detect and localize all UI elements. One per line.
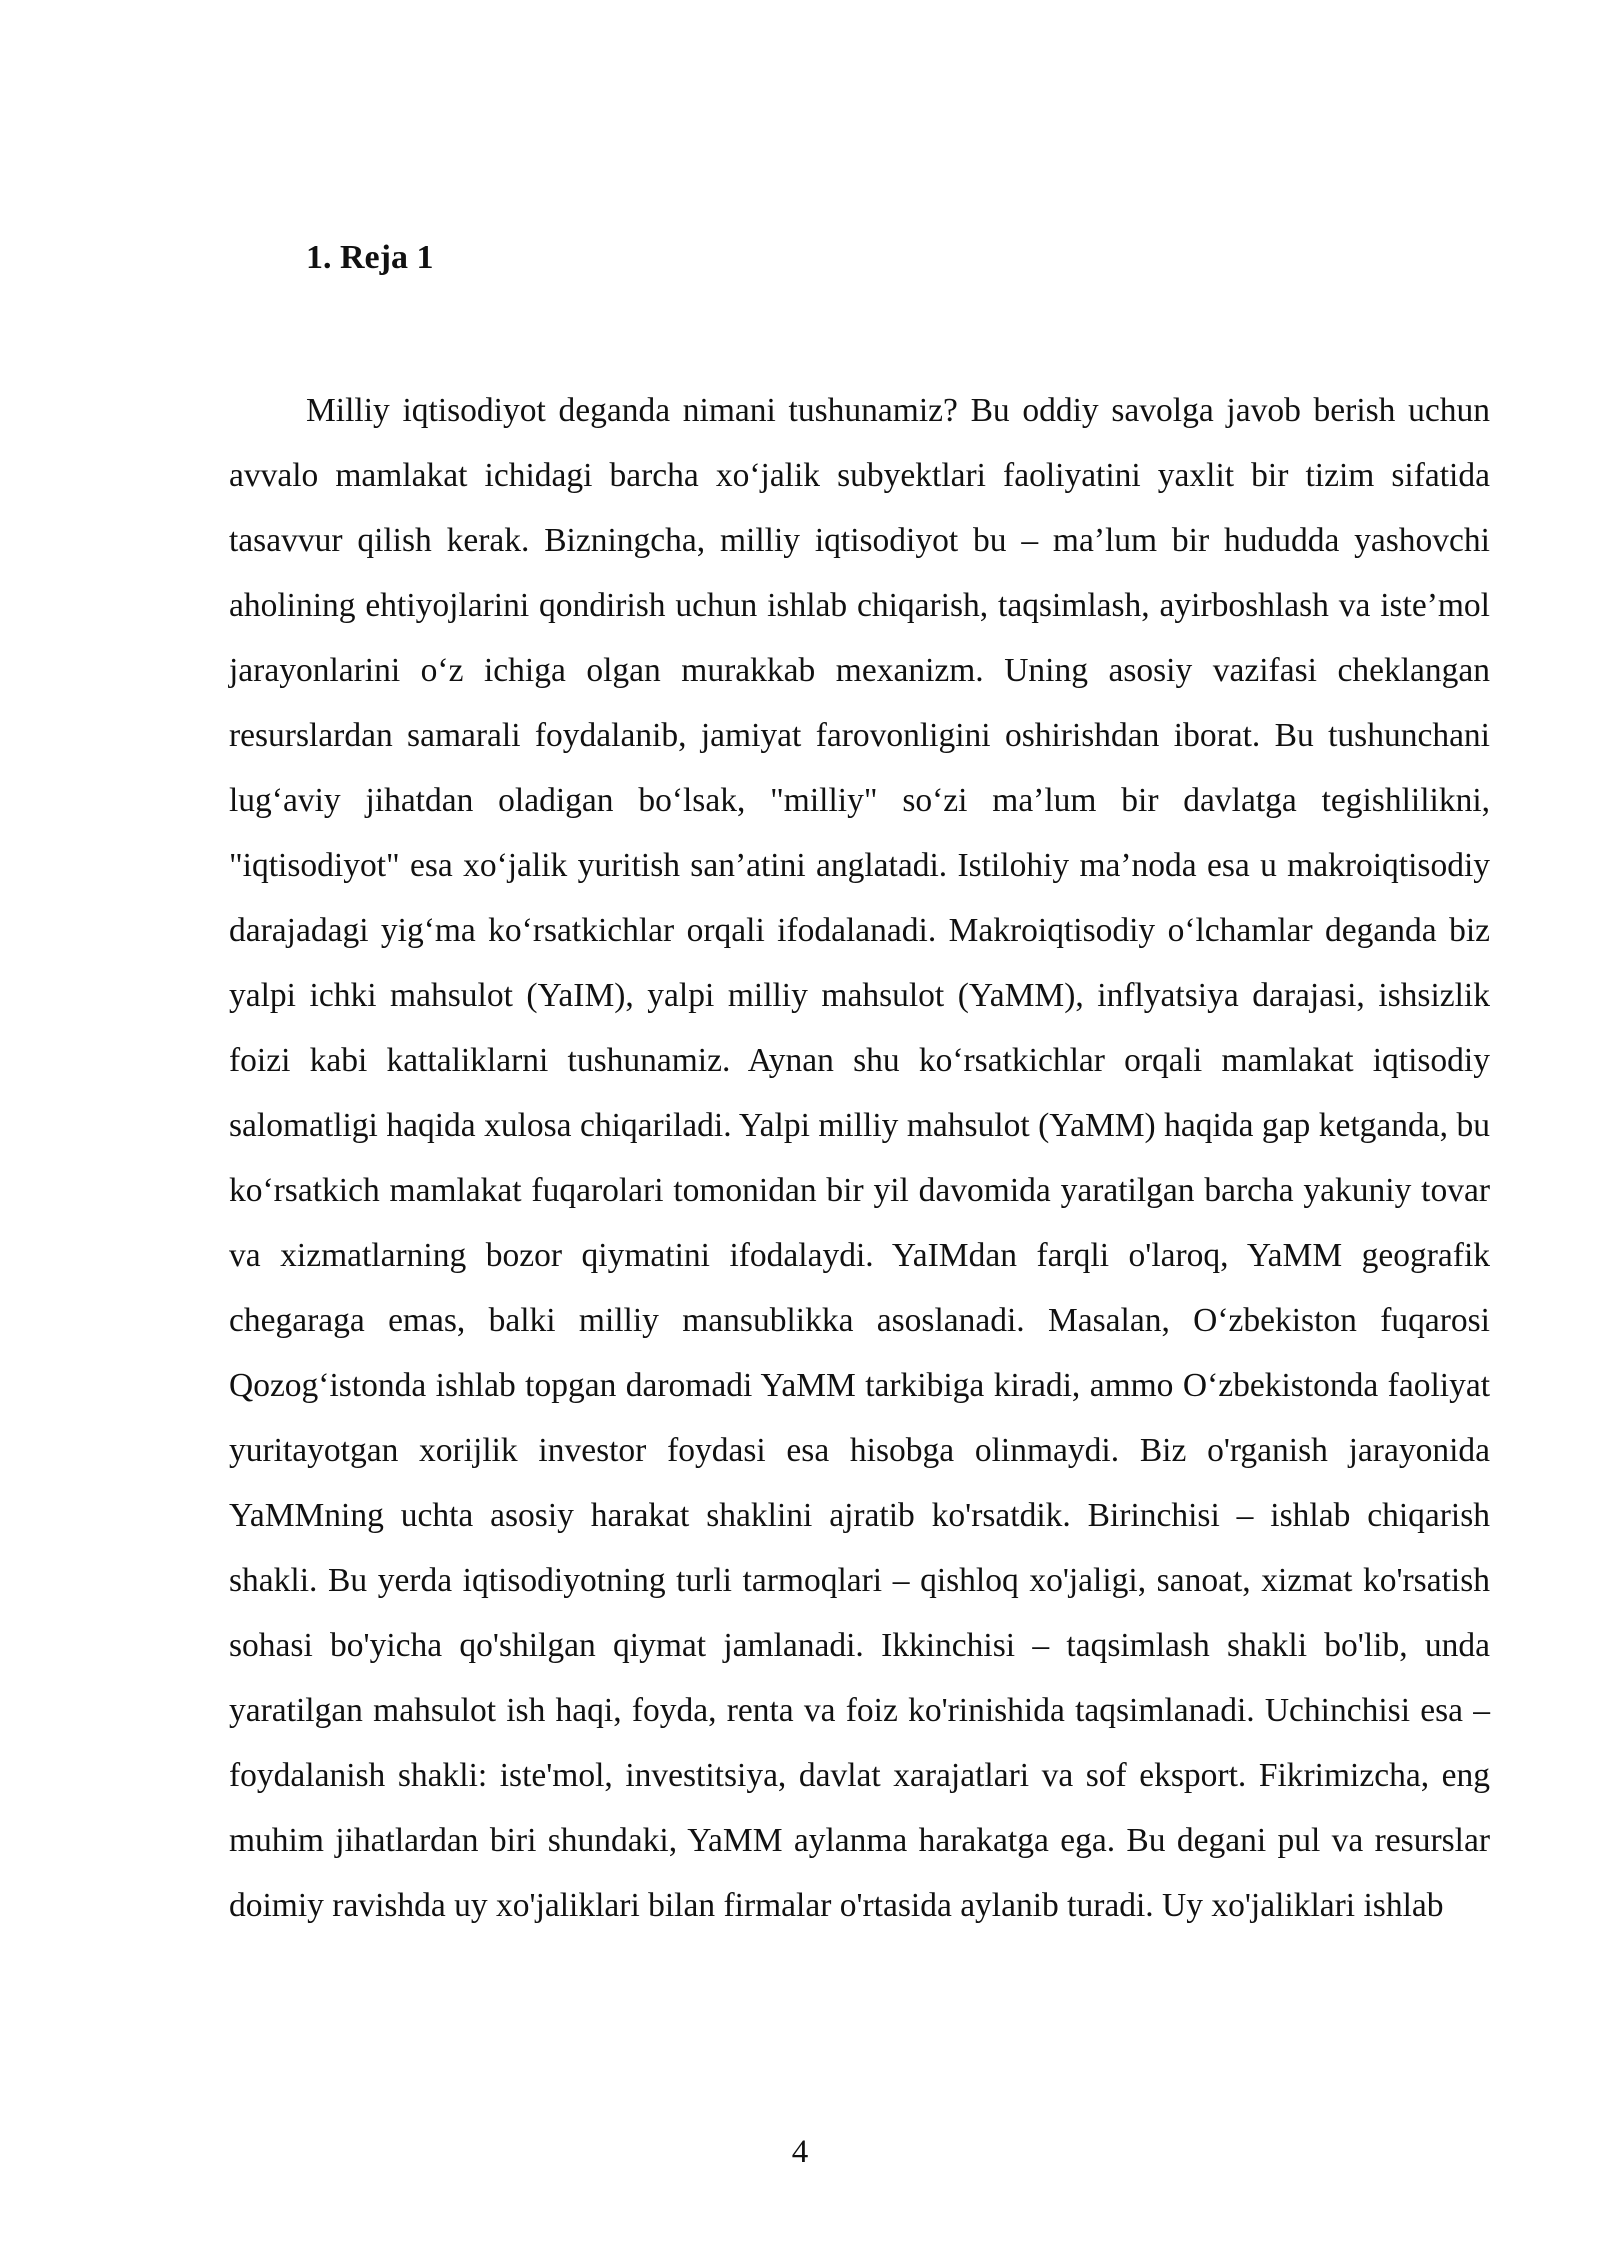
section-heading: 1. Reja 1 (306, 239, 434, 276)
page-number: 4 (791, 2134, 809, 2170)
body-paragraph: Milliy iqtisodiyot deganda nimani tushunamiz? Bu oddiy savolga javob berish uchun avvalo mamlakat ichidagi barcha xo‘jalik subyektlari faoliyatini yaxlit bir tizim sifatida tasavvur qilish kerak. Bizningcha, milliy iqtisodiyot bu – ma’lum bir hududda yashovchi aholining ehtiyojlarini qondirish uchun ishlab chiqarish, taqsimlash, ayirboshlash va iste’mol jarayonlarini o‘z ichiga olgan murakkab mexanizm. Uning asosiy vazifasi cheklangan resurslardan samarali foydalanib, jamiyat farovonligini oshirishdan iborat. Bu tushunchani lug‘aviy jihatdan oladigan bo‘lsak, "milliy" so‘zi ma’lum bir davlatga tegishlilikni, "iqtisodiyot" esa xo‘jalik yuritish san’atini anglatadi. Istilohiy ma’noda esa u makroiqtisodiy darajadagi yig‘ma ko‘rsatkichlar orqali ifodalanadi. Makroiqtisodiy o‘lchamlar deganda biz yalpi ichki mahsulot (YaIM), yalpi milliy mahsulot (YaMM), inflyatsiya darajasi, ishsizlik foizi kabi kattaliklarni tushunamiz. Aynan shu ko‘rsatkichlar orqali mamlakat iqtisodiy salomatligi haqida xulosa chiqariladi. Yalpi milliy mahsulot (YaMM) haqida gap ketganda, bu ko‘rsatkich mamlakat fuqarolari tomonidan bir yil davomida yaratilgan barcha yakuniy tovar va xizmatlarning bozor qiymatini ifodalaydi. YaIMdan farqli o'laroq, YaMM geografik chegaraga emas, balki milliy mansublikka asoslanadi. Masalan, O‘zbekiston fuqarosi Qozog‘istonda ishlab topgan daromadi YaMM tarkibiga kiradi, ammo O‘zbekistonda faoliyat yuritayotgan xorijlik investor foydasi esa hisobga olinmaydi. Biz o'rganish jarayonida YaMMning uchta asosiy harakat shaklini ajratib ko'rsatdik. Birinchisi – ishlab chiqarish shakli. Bu yerda iqtisodiyotning turli tarmoqlari – qishloq xo'jaligi, sanoat, xizmat ko'rsatish sohasi bo'yicha qo'shilgan qiymat jamlanadi. Ikkinchisi – taqsimlash shakli bo'lib, unda yaratilgan mahsulot ish haqi, foyda, renta va foiz ko'rinishida taqsimlanadi. Uchinchisi esa – foydalanish shakli: iste'mol, investitsiya, davlat xarajatlari va sof eksport. Fikrimizcha, eng muhim jihatlardan biri shundaki, YaMM aylanma harakatga ega. Bu degani pul va resurslar doimiy ravishda uy xo'jaliklari bilan firmalar o'rtasida aylanib turadi. Uy xo'jaliklari ishlab (229, 392, 1490, 1924)
